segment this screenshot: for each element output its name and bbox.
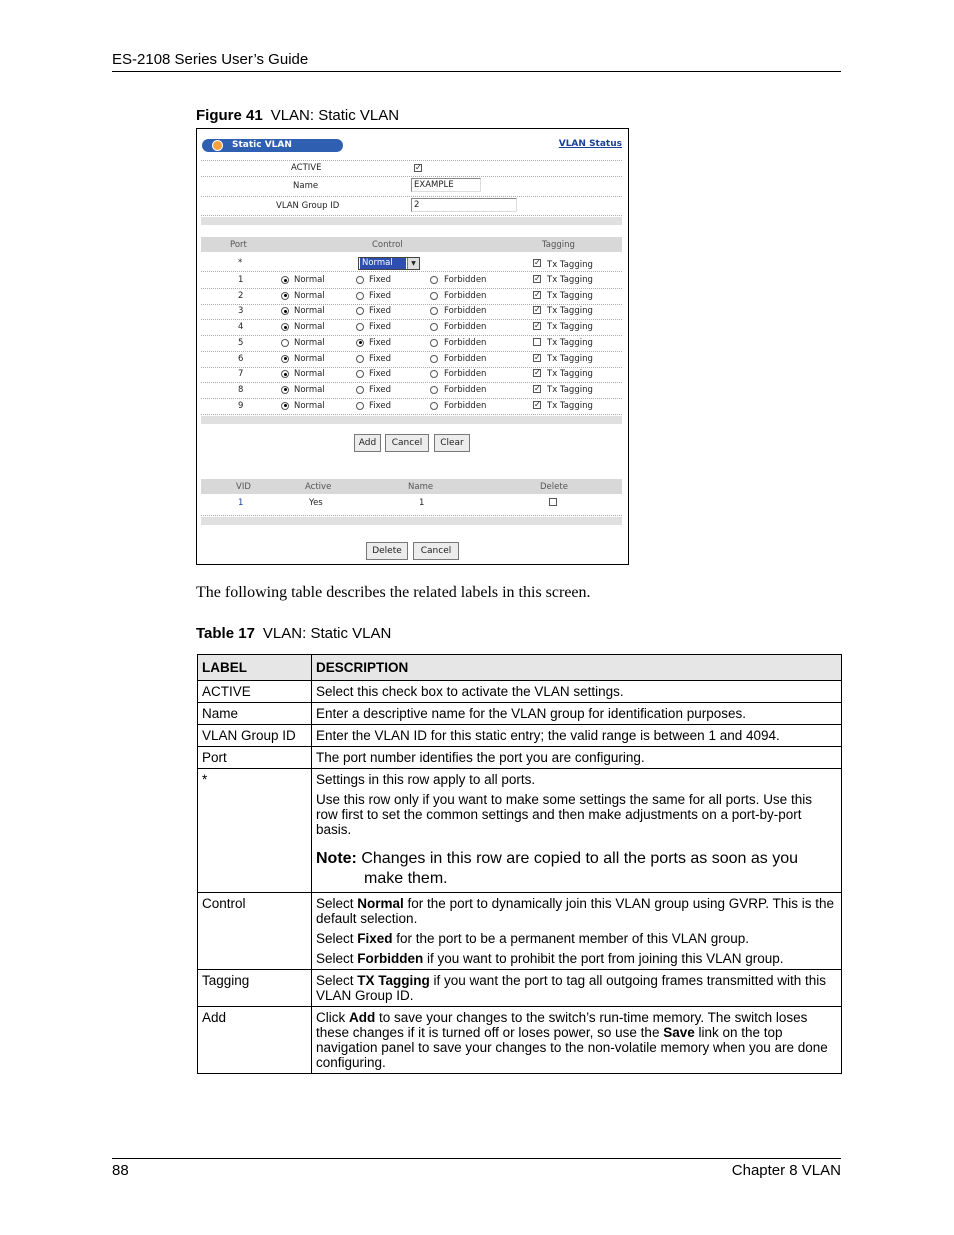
divider <box>201 176 622 177</box>
row-description: The port number identifies the port you are configuring. <box>312 747 842 769</box>
label-normal: Normal <box>294 290 325 301</box>
name-label: Name <box>293 181 319 191</box>
label-description-table <box>197 654 842 1074</box>
radio-fixed[interactable] <box>356 402 364 410</box>
page-number: 88 <box>112 1162 129 1179</box>
radio-forbidden[interactable] <box>430 355 438 363</box>
radio-fixed[interactable] <box>356 307 364 315</box>
static-vlan-screenshot <box>196 128 629 565</box>
tx-tagging-label: Tx Tagging <box>547 384 593 395</box>
all-tx-tagging-label: Tx Tagging <box>547 260 593 270</box>
radio-fixed[interactable] <box>356 339 364 347</box>
header-label: LABEL <box>198 655 312 681</box>
col-name: Name <box>408 482 434 492</box>
vlan-vid-link[interactable]: 1 <box>238 498 244 508</box>
title-bullet-icon <box>212 140 223 151</box>
radio-fixed[interactable] <box>356 323 364 331</box>
radio-forbidden[interactable] <box>430 292 438 300</box>
table-caption <box>196 625 391 642</box>
section-band <box>201 416 622 424</box>
tx-tagging-checkbox[interactable]: ✓ <box>534 399 541 409</box>
label-normal: Normal <box>294 322 325 333</box>
col-tagging: Tagging <box>542 240 575 250</box>
label-fixed: Fixed <box>369 369 392 380</box>
cancel-button[interactable]: Cancel <box>385 434 429 452</box>
header-rule <box>112 71 841 72</box>
port-row <box>201 320 622 336</box>
all-control-value: Normal <box>360 258 406 269</box>
table-row <box>198 893 842 970</box>
radio-normal[interactable] <box>281 402 289 410</box>
tx-tagging-label: Tx Tagging <box>547 353 593 364</box>
desc-paragraph: Select Fixed for the port to be a permanent member of this VLAN group. <box>316 931 749 946</box>
clear-button[interactable]: Clear <box>434 434 470 452</box>
row-label: ACTIVE <box>198 681 312 703</box>
radio-forbidden[interactable] <box>430 307 438 315</box>
divider <box>201 414 622 415</box>
row-label: VLAN Group ID <box>198 725 312 747</box>
col-vid: VID <box>236 482 251 492</box>
radio-normal[interactable] <box>281 292 289 300</box>
col-port: Port <box>230 240 247 250</box>
row-description: Select TX Tagging if you want the port to tag all outgoing frames transmitted with this VLAN Group ID. <box>312 970 842 1007</box>
radio-forbidden[interactable] <box>430 339 438 347</box>
radio-normal[interactable] <box>281 307 289 315</box>
port-row <box>201 336 622 352</box>
radio-normal[interactable] <box>281 370 289 378</box>
port-row <box>201 352 622 368</box>
label-forbidden: Forbidden <box>444 275 487 285</box>
port-row <box>201 399 622 415</box>
label-normal: Normal <box>294 400 325 411</box>
radio-forbidden[interactable] <box>430 402 438 410</box>
port-number: 9 <box>238 400 244 411</box>
divider <box>201 271 622 272</box>
desc-paragraph: Select Forbidden if you want to prohibit the port from joining this VLAN group. <box>316 951 784 966</box>
radio-normal[interactable] <box>281 323 289 331</box>
label-normal: Normal <box>294 306 325 317</box>
name-input[interactable]: EXAMPLE <box>411 178 481 192</box>
tx-tagging-checkbox[interactable]: ✓ <box>534 368 541 378</box>
port-number: 3 <box>238 306 244 317</box>
guide-title: ES-2108 Series User’s Guide <box>112 51 309 68</box>
vlan-delete-checkbox[interactable] <box>549 498 557 506</box>
tx-tagging-label: Tx Tagging <box>547 369 593 380</box>
divider <box>201 515 622 516</box>
port-row <box>201 367 622 383</box>
desc-paragraph: Settings in this row apply to all ports. <box>316 772 536 787</box>
row-description: Select this check box to activate the VLAN settings. <box>312 681 842 703</box>
tx-tagging-checkbox[interactable]: ✓ <box>534 289 541 299</box>
screen-title: Static VLAN <box>232 140 292 150</box>
tx-tagging-checkbox[interactable] <box>533 338 541 346</box>
tx-tagging-label: Tx Tagging <box>547 275 593 285</box>
port-row <box>201 383 622 399</box>
row-description: Enter a descriptive name for the VLAN group for identification purposes. <box>312 703 842 725</box>
row-description: Enter the VLAN ID for this static entry; the valid range is between 1 and 4094. <box>312 725 842 747</box>
tx-tagging-checkbox[interactable]: ✓ <box>534 383 541 393</box>
radio-fixed[interactable] <box>356 276 364 284</box>
add-button[interactable]: Add <box>354 434 381 452</box>
table-row <box>198 1007 842 1074</box>
radio-fixed[interactable] <box>356 292 364 300</box>
label-forbidden: Forbidden <box>444 353 487 364</box>
label-forbidden: Forbidden <box>444 322 487 333</box>
label-normal: Normal <box>294 384 325 395</box>
row-label: * <box>198 769 312 893</box>
port-number: 5 <box>238 337 244 348</box>
section-band <box>201 217 622 225</box>
label-forbidden: Forbidden <box>444 306 487 317</box>
vlan-name-value: 1 <box>419 498 425 508</box>
row-label: Tagging <box>198 970 312 1007</box>
radio-forbidden[interactable] <box>430 276 438 284</box>
radio-fixed[interactable] <box>356 355 364 363</box>
section-band <box>201 517 622 525</box>
label-fixed: Fixed <box>369 306 392 317</box>
row-label: Port <box>198 747 312 769</box>
tx-tagging-label: Tx Tagging <box>547 337 593 348</box>
port-number: 2 <box>238 290 244 301</box>
label-fixed: Fixed <box>369 322 392 333</box>
label-normal: Normal <box>294 275 325 285</box>
label-forbidden: Forbidden <box>444 290 487 301</box>
delete-button[interactable]: Delete <box>366 542 408 560</box>
radio-normal[interactable] <box>281 386 289 394</box>
label-forbidden: Forbidden <box>444 384 487 395</box>
figure-caption <box>196 107 399 124</box>
port-number: 1 <box>238 275 244 285</box>
tx-tagging-checkbox[interactable]: ✓ <box>534 352 541 362</box>
port-number: 7 <box>238 369 244 380</box>
table-label: Table 17 <box>196 625 255 642</box>
table-row <box>198 703 842 725</box>
table-row <box>198 681 842 703</box>
radio-forbidden[interactable] <box>430 323 438 331</box>
screen-title-bar <box>202 139 343 152</box>
vlan-group-id-input[interactable]: 2 <box>411 198 517 212</box>
row-description <box>312 769 842 893</box>
cancel-delete-button[interactable]: Cancel <box>413 542 459 560</box>
table-title: VLAN: Static VLAN <box>262 625 392 642</box>
tx-tagging-label: Tx Tagging <box>547 290 593 301</box>
figure-label: Figure 41 <box>196 107 263 124</box>
vlan-active-value: Yes <box>309 498 323 508</box>
radio-fixed[interactable] <box>356 386 364 394</box>
vlan-status-link[interactable]: VLAN Status <box>558 139 622 149</box>
desc-paragraph: Select Normal for the port to dynamically join this VLAN group using GVRP. This is the default selection. <box>316 896 835 926</box>
port-number: 8 <box>238 384 244 395</box>
label-normal: Normal <box>294 337 325 348</box>
radio-normal[interactable] <box>281 276 289 284</box>
port-row <box>201 289 622 305</box>
row-label: Name <box>198 703 312 725</box>
col-delete: Delete <box>540 482 568 492</box>
port-number: 4 <box>238 322 244 333</box>
all-control-select[interactable] <box>358 257 420 270</box>
tx-tagging-label: Tx Tagging <box>547 400 593 411</box>
table-row <box>198 725 842 747</box>
row-label: Add <box>198 1007 312 1074</box>
col-control: Control <box>372 240 403 250</box>
label-fixed: Fixed <box>369 384 392 395</box>
table-row <box>198 769 842 893</box>
divider <box>201 215 622 216</box>
port-table-header <box>201 237 622 252</box>
header-description: DESCRIPTION <box>312 655 842 681</box>
active-checkbox[interactable]: ✓ <box>415 163 422 172</box>
row-description: Click Add to save your changes to the switch’s run-time memory. The switch loses these changes if it is turned off or loses power, so use the Save link on the top navigation panel to save your changes to the non-volatile memory when you are done configuring. <box>312 1007 842 1074</box>
radio-forbidden[interactable] <box>430 370 438 378</box>
all-ports-marker: * <box>238 258 243 268</box>
vlan-group-id-label: VLAN Group ID <box>276 201 340 211</box>
label-forbidden: Forbidden <box>444 369 487 380</box>
note <box>316 849 836 889</box>
all-tx-tagging-checkbox[interactable]: ✓ <box>534 258 541 267</box>
col-active: Active <box>305 482 332 492</box>
table-header-row <box>198 655 842 681</box>
chapter-title: Chapter 8 VLAN <box>731 1162 841 1179</box>
label-normal: Normal <box>294 353 325 364</box>
radio-fixed[interactable] <box>356 370 364 378</box>
tx-tagging-label: Tx Tagging <box>547 306 593 317</box>
label-fixed: Fixed <box>369 400 392 411</box>
label-fixed: Fixed <box>369 337 392 348</box>
radio-normal[interactable] <box>281 339 289 347</box>
intro-text: The following table describes the related labels in this screen. <box>196 584 591 601</box>
port-row <box>201 304 622 320</box>
table-row <box>198 747 842 769</box>
tx-tagging-checkbox[interactable]: ✓ <box>534 305 541 315</box>
port-number: 6 <box>238 353 244 364</box>
footer-rule <box>112 1158 841 1159</box>
label-fixed: Fixed <box>369 275 392 285</box>
chevron-down-icon: ▼ <box>407 258 419 269</box>
figure-title: VLAN: Static VLAN <box>270 107 400 124</box>
radio-forbidden[interactable] <box>430 386 438 394</box>
divider <box>201 160 622 161</box>
desc-paragraph: Use this row only if you want to make some settings the same for all ports. Use this row first to set the common settings and then make adjustments on a port-by-port basis. <box>316 792 812 837</box>
label-forbidden: Forbidden <box>444 400 487 411</box>
table-row <box>198 970 842 1007</box>
vlan-list-row <box>201 496 622 512</box>
port-row <box>201 273 622 289</box>
note-label: Note: <box>316 850 357 867</box>
radio-normal[interactable] <box>281 355 289 363</box>
tx-tagging-label: Tx Tagging <box>547 322 593 333</box>
active-label: ACTIVE <box>291 163 322 173</box>
note-text: Changes in this row are copied to all the ports as soon as you make them. <box>356 850 799 887</box>
label-fixed: Fixed <box>369 353 392 364</box>
label-normal: Normal <box>294 369 325 380</box>
vlan-list-header <box>201 479 622 494</box>
label-fixed: Fixed <box>369 290 392 301</box>
tx-tagging-checkbox[interactable]: ✓ <box>534 274 541 283</box>
row-description <box>312 893 842 970</box>
row-label: Control <box>198 893 312 970</box>
label-forbidden: Forbidden <box>444 337 487 348</box>
tx-tagging-checkbox[interactable]: ✓ <box>534 321 541 331</box>
divider <box>201 196 622 197</box>
